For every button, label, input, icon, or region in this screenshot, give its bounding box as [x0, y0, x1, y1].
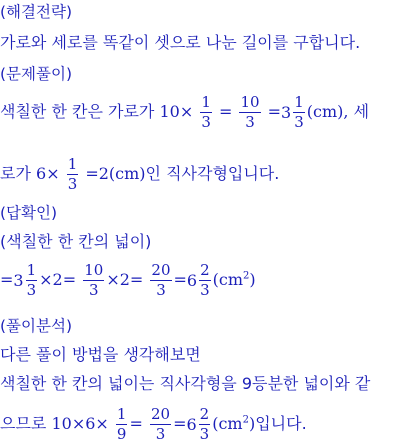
times-sign: ×: [71, 414, 86, 433]
equals-sign: =: [267, 102, 282, 121]
answer-equation: [0, 258, 256, 303]
fraction: [26, 262, 38, 299]
unit: [212, 414, 255, 433]
answer-label: (색칠한 한 칸의 넓이): [0, 232, 152, 251]
number: 2: [52, 270, 63, 289]
number: 6: [36, 164, 47, 183]
denominator: 3: [67, 175, 78, 193]
unit: (cm),: [306, 102, 349, 121]
numerator: 2: [199, 405, 210, 423]
unit-text: (cm: [212, 414, 243, 433]
numerator: 2: [200, 261, 210, 279]
fraction: [200, 94, 212, 131]
numerator: 10: [240, 93, 260, 111]
whole: 6: [186, 270, 198, 290]
times-sign: ×: [39, 270, 53, 289]
mixed-number: [281, 91, 307, 135]
equals-sign: =: [0, 270, 14, 289]
heading-analysis: (풀이분석): [0, 317, 72, 335]
denominator: 3: [156, 281, 166, 299]
number: 10: [159, 102, 180, 121]
numerator: 10: [84, 261, 104, 279]
text: 인 직사각형입니다.: [145, 164, 280, 183]
text: 로가: [0, 164, 36, 183]
whole: 3: [281, 102, 292, 122]
equals-sign: =: [62, 270, 77, 289]
equals-sign: =: [85, 164, 99, 183]
unit-close: ): [249, 270, 256, 289]
numerator: 20: [150, 405, 171, 423]
denominator: 9: [116, 425, 127, 443]
mixed-number: [186, 403, 212, 447]
numerator: 1: [294, 93, 304, 111]
fraction: [150, 406, 171, 443]
equals-sign: =: [173, 270, 187, 289]
whole: 6: [186, 414, 197, 434]
analysis-equation: [0, 402, 307, 447]
times-sign: ×: [179, 102, 194, 121]
unit: [213, 270, 256, 289]
solution-line-1: [0, 90, 369, 135]
numerator: 20: [151, 261, 171, 279]
text: 입니다.: [255, 414, 307, 433]
heading-answer: (답확인): [0, 204, 58, 222]
mixed-number: [187, 259, 213, 303]
numerator: 1: [116, 405, 127, 423]
times-sign: ×: [95, 414, 109, 433]
mixed-number: [13, 259, 39, 303]
number: 2: [119, 270, 130, 289]
equals-sign: =: [129, 414, 143, 433]
fraction: [150, 262, 171, 299]
times-sign: ×: [106, 270, 120, 289]
fraction: [239, 94, 260, 131]
analysis-line-1: 다른 풀이 방법을 생각해보면: [0, 345, 201, 364]
unit-exponent: 2: [242, 414, 249, 426]
number: 10: [51, 414, 72, 433]
numerator: 1: [26, 261, 37, 279]
denominator: 3: [245, 113, 255, 131]
text: 세: [348, 102, 370, 121]
unit-close: ): [248, 414, 256, 433]
times-sign: ×: [46, 164, 60, 183]
solution-line-2: [0, 152, 279, 196]
number: 6: [85, 414, 96, 433]
numerator: 1: [67, 155, 78, 173]
strategy-text: 가로와 세로를 똑같이 셋으로 나눈 길이를 구합니다.: [0, 33, 361, 52]
fraction: [116, 406, 128, 443]
denominator: 3: [294, 113, 304, 131]
denominator: 3: [200, 281, 210, 299]
heading-strategy: (해결전략): [0, 3, 72, 21]
fraction: [293, 94, 305, 131]
denominator: 3: [89, 281, 99, 299]
equals-sign: =: [218, 102, 233, 121]
fraction: [199, 406, 211, 443]
whole: 3: [13, 270, 24, 290]
equals-sign: =: [173, 414, 187, 433]
text: 으므로: [0, 414, 52, 433]
numerator: 1: [201, 93, 211, 111]
denominator: 3: [26, 281, 37, 299]
fraction: [199, 262, 211, 299]
analysis-line-2: 색칠한 한 칸의 넓이는 직사각형을 9등분한 넓이와 같: [0, 374, 371, 393]
denominator: 3: [199, 425, 210, 443]
heading-solution: (문제풀이): [0, 65, 72, 83]
result: 2(cm): [98, 164, 146, 183]
denominator: 3: [201, 113, 211, 131]
equals-sign: =: [129, 270, 144, 289]
unit-exponent: 2: [243, 270, 250, 282]
denominator: 3: [155, 425, 166, 443]
fraction: [67, 156, 79, 193]
text: 색칠한 한 칸은 가로가: [0, 102, 160, 121]
unit-text: (cm: [212, 270, 244, 289]
fraction: [83, 262, 104, 299]
